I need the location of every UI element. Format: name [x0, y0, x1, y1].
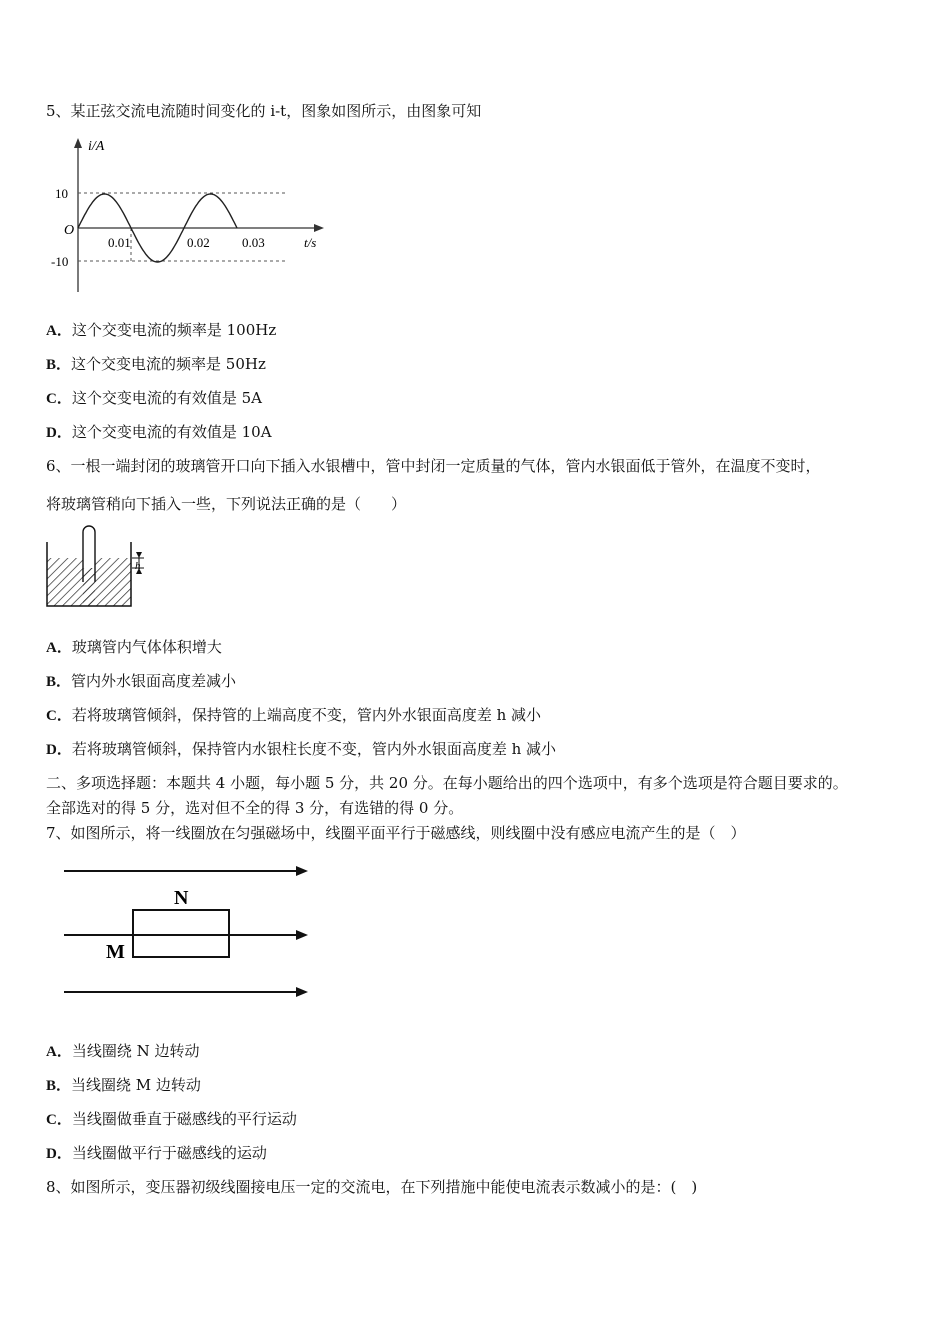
origin-label: O: [64, 223, 75, 238]
field-arrow-bottom-icon: [296, 987, 308, 997]
q5-option-a: A．这个交变电流的频率是 100Hz: [46, 321, 277, 339]
q7-option-a: A．当线圈绕 N 边转动: [46, 1042, 200, 1060]
q6-stem-line1: 6、一根一端封闭的玻璃管开口向下插入水银槽中，管中封闭一定质量的气体，管内水银面低于管外，在温度不变时，: [46, 457, 821, 475]
coil-label-n: N: [174, 887, 189, 909]
q7-option-d: D．当线圈做平行于磁感线的运动: [46, 1144, 267, 1162]
q6-option-c: C．若将玻璃管倾斜，保持管的上端高度不变，管内外水银面高度差 h 减小: [46, 706, 542, 724]
q6-option-a: A．玻璃管内气体体积增大: [46, 638, 222, 656]
tube-gas-region: [83, 526, 95, 568]
q5-option-d: D．这个交变电流的有效值是 10A: [46, 423, 272, 441]
x-axis-label: t/s: [304, 235, 317, 250]
y-tick-10: 10: [55, 186, 68, 201]
tube-mercury: [83, 568, 95, 606]
section2-heading-line1: 二、多项选择题：本题共 4 小题，每小题 5 分，共 20 分。在每小题给出的四个选项中，有多个选项是符合题目要求的。: [46, 774, 848, 792]
q5-it-graph: [46, 132, 336, 297]
q6-option-b: B．管内外水银面高度差减小: [46, 672, 237, 690]
coil-rectangle: [133, 910, 229, 957]
q7-coil-magnetic-field-figure: [60, 860, 315, 1005]
q7-option-b: B．当线圈绕 M 边转动: [46, 1076, 201, 1094]
coil-label-m: M: [106, 941, 125, 963]
q5-stem: 5、某正弦交流电流随时间变化的 i-t，图象如图所示，由图象可知: [46, 102, 482, 120]
q7-stem: 7、如图所示，将一线圈放在匀强磁场中，线圈平面平行于磁感线，则线圈中没有感应电流产生的是（ ）: [46, 824, 746, 842]
y-axis-arrow-icon: [74, 138, 82, 148]
field-arrow-top-icon: [296, 866, 308, 876]
q6-mercury-tube-figure: [44, 522, 156, 612]
q7-option-c: C．当线圈做垂直于磁感线的平行运动: [46, 1110, 297, 1128]
q5-option-b: B．这个交变电流的频率是 50Hz: [46, 355, 266, 373]
x-tick-003: 0.03: [242, 235, 265, 250]
q8-stem: 8、如图所示，变压器初级线圈接电压一定的交流电，在下列措施中能使电流表示数减小的是：( ): [46, 1178, 698, 1196]
section2-heading-line2: 全部选对的得 5 分，选对但不全的得 3 分，有选错的得 0 分。: [46, 799, 464, 817]
y-axis-label: i/A: [88, 139, 105, 154]
field-arrow-middle-icon: [296, 930, 308, 940]
q6-stem-line2: 将玻璃管稍向下插入一些，下列说法正确的是（ ）: [46, 495, 407, 513]
q5-option-c: C．这个交变电流的有效值是 5A: [46, 389, 262, 407]
h-label: h: [135, 560, 141, 572]
x-tick-002: 0.02: [187, 235, 210, 250]
y-tick-neg10: -10: [51, 254, 69, 269]
h-arrow-down-icon: [136, 552, 142, 558]
q6-option-d: D．若将玻璃管倾斜，保持管内水银柱长度不变，管内外水银面高度差 h 减小: [46, 740, 557, 758]
x-axis-arrow-icon: [314, 224, 324, 232]
x-tick-001: 0.01: [108, 235, 131, 250]
